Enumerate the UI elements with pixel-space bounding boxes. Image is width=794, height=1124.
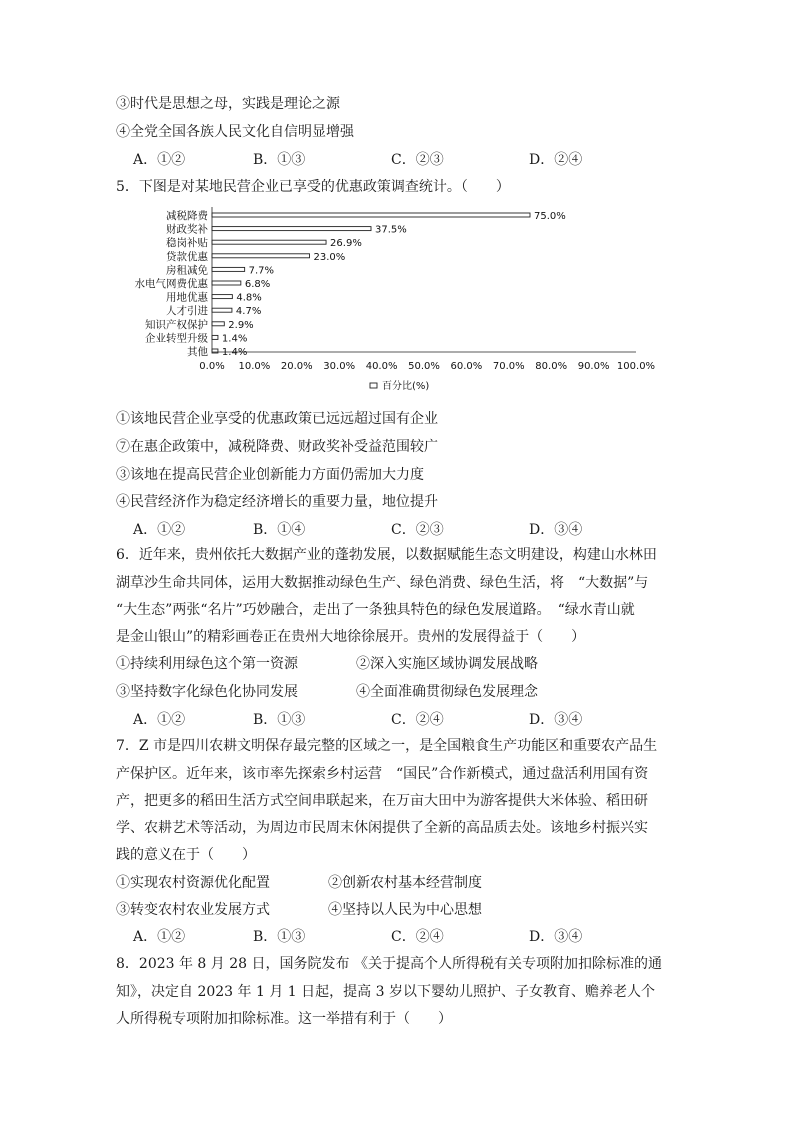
q6-option-d: D．③④: [529, 712, 583, 728]
q7-statement-row-1: [116, 873, 676, 893]
q6-statement-row-1: [116, 654, 676, 674]
q6-statement-row-2: [116, 682, 676, 702]
category-label: 房租减免: [166, 264, 208, 277]
q7-statement-2: ②创新农村基本经营制度: [328, 875, 482, 891]
q7-statement-3: ③转变农村农业发展方式: [116, 902, 270, 918]
question-5-stem: 5．下图是对某地民营企业已享受的优惠政策调查统计。（ ）: [116, 179, 510, 195]
bar: [212, 213, 530, 217]
option-c: C．②③: [391, 152, 444, 168]
x-tick-label: 100.0%: [616, 361, 656, 372]
q6-statement-3: ③坚持数字化绿色化协同发展: [116, 684, 298, 700]
x-tick-label: 10.0%: [238, 361, 271, 372]
bar: [212, 267, 245, 271]
q6-option-c: C．②④: [391, 712, 444, 728]
q5-option-c: C．②③: [391, 522, 444, 538]
x-tick-label: 30.0%: [323, 361, 356, 372]
value-label: 4.8%: [236, 292, 262, 304]
value-label: 26.9%: [330, 238, 362, 250]
value-label: 4.7%: [235, 306, 262, 318]
q5-option-b: B．①④: [253, 522, 306, 538]
category-label: 财政奖补: [166, 223, 208, 236]
q6-statement-2: ②深入实施区域协调发展战略: [356, 656, 538, 672]
option-a: A．①②: [133, 152, 186, 168]
value-label: 1.4%: [221, 333, 248, 345]
policy-bar-chart: [90, 200, 656, 400]
q5-option-d: D．③④: [529, 522, 583, 538]
statement-4: ④全党全国各族人民文化自信明显增强: [116, 124, 354, 140]
question-7-line-2: 产保护区。近年来，该市率先探索乡村运营 “国民”合作新模式，通过盘活利用国有资: [116, 766, 649, 782]
answer-options: [133, 150, 693, 170]
question-8-line-1: 8．2023 年 8 月 28 日，国务院发布 《关于提高个人所得税有关专项附加扣除标准的通: [116, 956, 662, 972]
x-tick-label: 80.0%: [535, 361, 568, 372]
q7-option-c: C．②④: [391, 929, 444, 945]
bar: [212, 254, 310, 258]
category-label: 人才引进: [166, 305, 208, 318]
option-d: D．②④: [529, 152, 583, 168]
question-7-line-1: 7．Z 市是四川农耕文明保存最完整的区域之一，是全国粮食生产功能区和重要农产品生: [116, 738, 658, 754]
q7-option-b: B．①③: [253, 929, 306, 945]
legend-label: 百分比(%): [382, 381, 430, 392]
q5-answer-options: [133, 520, 693, 540]
question-6-line-1: 6．近年来，贵州依托大数据产业的蓬勃发展，以数据赋能生态文明建设，构建山水林田: [116, 547, 657, 563]
x-tick-label: 60.0%: [450, 361, 483, 372]
category-label: 稳岗补贴: [166, 237, 208, 250]
q6-option-b: B．①③: [253, 712, 306, 728]
question-7-line-5: 践的意义在于（ ）: [116, 847, 256, 863]
q6-statement-4: ④全面准确贯彻绿色发展理念: [356, 684, 538, 700]
question-6-line-4: 是金山银山”的精彩画卷正在贵州大地徐徐展开。贵州的发展得益于（ ）: [116, 629, 586, 645]
value-label: 23.0%: [313, 251, 346, 263]
option-b: B．①③: [253, 152, 306, 168]
q7-statement-1: ①实现农村资源优化配置: [116, 875, 270, 891]
x-tick-label: 50.0%: [408, 361, 440, 372]
bar: [212, 295, 232, 299]
x-tick-label: 70.0%: [492, 361, 525, 372]
bar: [212, 240, 326, 244]
statement-3: ③时代是思想之母，实践是理论之源: [116, 96, 340, 112]
bar: [212, 281, 241, 285]
category-label: 用地优惠: [166, 291, 208, 304]
q5-statement-4: ④民营经济作为稳定经济增长的重要力量，地位提升: [116, 494, 438, 510]
q5-statement-2: ⑦在惠企政策中，减税降费、财政奖补受益范围较广: [116, 439, 438, 455]
value-label: 6.8%: [244, 279, 271, 290]
q5-statement-1: ①该地民营企业享受的优惠政策已远远超过国有企业: [116, 411, 438, 427]
category-label: 水电气网费优惠: [134, 278, 208, 290]
category-label: 其他: [187, 346, 208, 358]
bar: [212, 322, 224, 326]
x-tick-label: 90.0%: [577, 361, 610, 372]
legend-swatch: [370, 383, 377, 388]
x-tick-label: 20.0%: [280, 361, 313, 372]
q6-option-a: A．①②: [133, 712, 186, 728]
value-label: 1.4%: [221, 347, 248, 358]
q7-statement-row-2: [116, 900, 676, 920]
category-label: 知识产权保护: [145, 318, 208, 331]
question-8-line-3: 人所得税专项附加扣除标准。这一举措有利于（ ）: [116, 1011, 452, 1027]
q5-statement-3: ③该地在提高民营企业创新能力方面仍需加大力度: [116, 467, 424, 483]
q7-statement-4: ④坚持以人民为中心思想: [328, 902, 482, 918]
q7-answer-options: [133, 927, 693, 947]
bar: [212, 335, 218, 339]
q7-option-a: A．①②: [133, 929, 186, 945]
category-label: 贷款优惠: [166, 250, 208, 263]
value-label: 75.0%: [534, 211, 566, 222]
q5-option-a: A．①②: [133, 522, 186, 538]
value-label: 2.9%: [228, 319, 254, 331]
q7-option-d: D．③④: [529, 929, 583, 945]
question-7-line-4: 学、农耕艺术等活动，为周边市民周末休闲提供了全新的高品质去处。该地乡村振兴实: [116, 820, 648, 836]
bar: [212, 227, 371, 231]
category-label: 企业转型升级: [145, 332, 208, 345]
value-label: 37.5%: [375, 224, 407, 236]
bar: [212, 308, 232, 312]
q6-statement-1: ①持续利用绿色这个第一资源: [116, 656, 298, 672]
question-8-line-2: 知》，决定自 2023 年 1 月 1 日起，提高 3 岁以下婴幼儿照护、子女教育、赡养老人个: [116, 984, 655, 1000]
x-tick-label: 40.0%: [365, 361, 398, 372]
question-6-line-3: “大生态”两张“名片”巧妙融合，走出了一条独具特色的绿色发展道路。 “绿水青山就: [116, 602, 635, 618]
value-label: 7.7%: [248, 265, 275, 277]
x-tick-label: 0.0%: [199, 361, 225, 372]
category-label: 减税降费: [166, 210, 208, 222]
question-7-line-3: 产，把更多的稻田生活方式空间串联起来，在万亩大田中为游客提供大米体验、稻田研: [116, 793, 648, 809]
question-6-line-2: 湖草沙生命共同体，运用大数据推动绿色生产、绿色消费、绿色生活，将 “大数据”与: [116, 575, 649, 591]
q6-answer-options: [133, 710, 693, 730]
